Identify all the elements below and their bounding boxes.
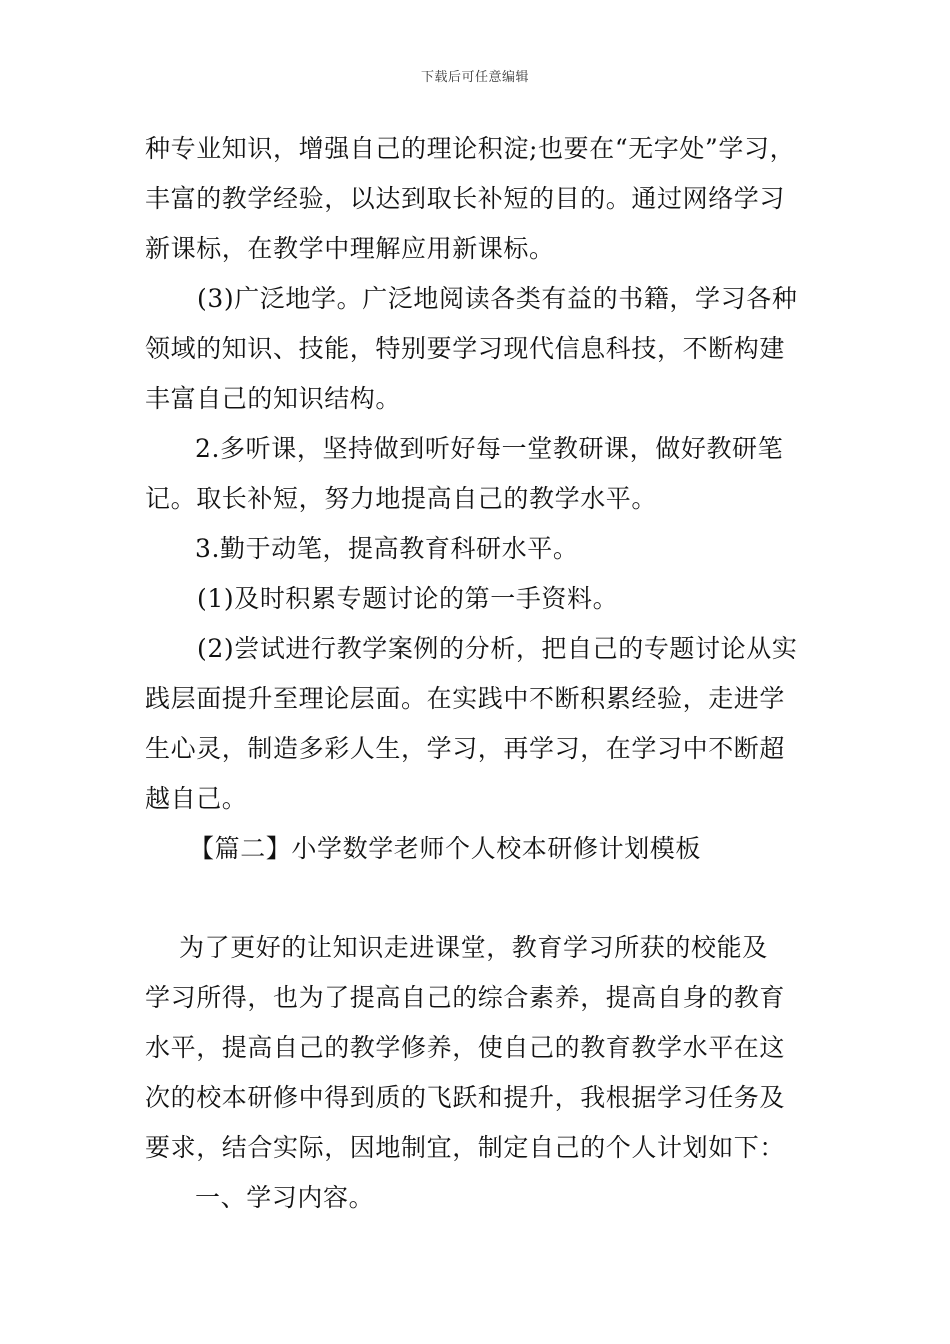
text-line: 一、学习内容。 [195, 1183, 375, 1212]
text-line: 种专业知识，增强自己的理论积淀;也要在“无字处”学习， [145, 134, 796, 163]
text-line: (3)广泛地学。广泛地阅读各类有益的书籍，学习各种 [197, 284, 798, 313]
document-body [145, 124, 815, 1223]
section-heading: 【篇二】小学数学老师个人校本研修计划模板 [189, 834, 702, 863]
text-line: 为了更好的让知识走进课堂，教育学习所获的校能及 [179, 933, 768, 962]
blank-line [145, 874, 815, 923]
text-line: 学习所得，也为了提高自己的综合素养，提高自身的教育 [145, 983, 786, 1012]
text-line: (1)及时积累专题讨论的第一手资料。 [197, 584, 619, 613]
text-line: 2.多听课，坚持做到听好每一堂教研课，做好教研笔 [195, 434, 784, 463]
text-line: 新课标，在教学中理解应用新课标。 [145, 234, 555, 263]
text-line: 要求，结合实际，因地制宜，制定自己的个人计划如下： [145, 1133, 786, 1162]
text-line: 水平，提高自己的教学修养，使自己的教育教学水平在这 [145, 1033, 786, 1062]
text-line: 记。取长补短，努力地提高自己的教学水平。 [145, 484, 658, 513]
text-line: 生心灵，制造多彩人生，学习，再学习，在学习中不断超 [145, 734, 786, 763]
text-line: 越自己。 [145, 784, 248, 813]
text-line: 丰富的教学经验，以达到取长补短的目的。通过网络学习 [145, 184, 786, 213]
text-line: 领域的知识、技能，特别要学习现代信息科技，不断构建 [145, 334, 786, 363]
text-line: (2)尝试进行教学案例的分析，把自己的专题讨论从实 [197, 634, 798, 663]
text-line: 3.勤于动笔，提高教育科研水平。 [195, 534, 579, 563]
text-line: 丰富自己的知识结构。 [145, 384, 402, 413]
text-line: 践层面提升至理论层面。在实践中不断积累经验，走进学 [145, 684, 786, 713]
page-header: 下载后可任意编辑 [420, 70, 529, 85]
text-line: 次的校本研修中得到质的飞跃和提升，我根据学习任务及 [145, 1083, 786, 1112]
